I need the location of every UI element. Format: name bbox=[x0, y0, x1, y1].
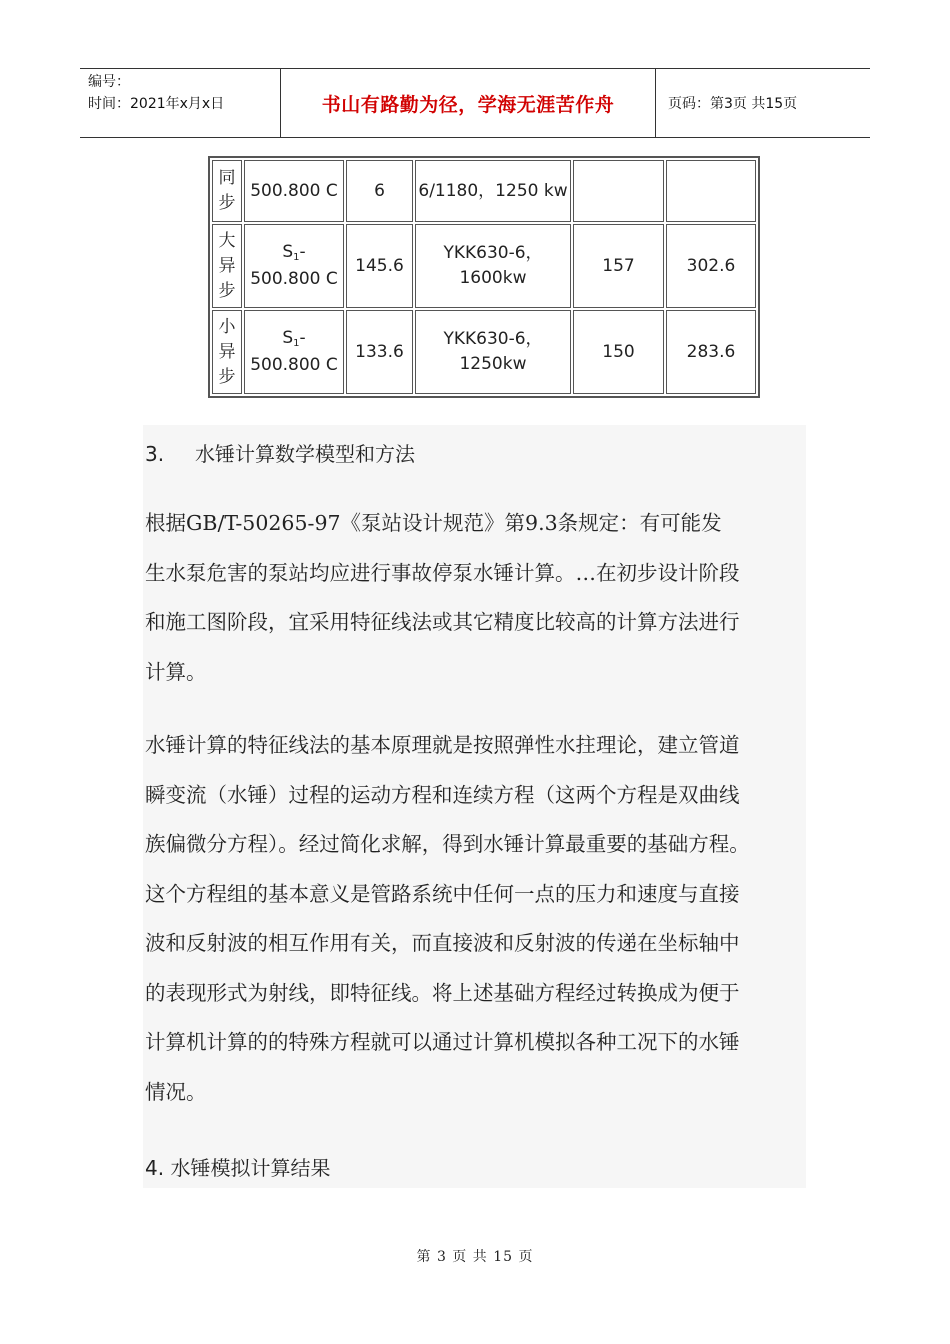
paragraph-line: 水锤计算的特征线法的基本原理就是按照弹性水拄理论，建立管道 bbox=[145, 733, 740, 757]
value2-cell: 157 bbox=[573, 224, 664, 308]
page-header bbox=[80, 68, 870, 138]
value3-cell: 302.6 bbox=[666, 224, 756, 308]
paragraph-line: 情况。 bbox=[145, 1079, 207, 1104]
motor-cell: 6/1180，1250 kw bbox=[415, 160, 571, 222]
motor-cell: YKK630-6，1600kw bbox=[415, 224, 571, 308]
paragraph-2 bbox=[145, 721, 813, 1117]
motor-cell: YKK630-6，1250kw bbox=[415, 310, 571, 394]
model-cell: 500.800 C bbox=[244, 160, 344, 222]
paragraph-line: 这个方程组的基本意义是管路系统中任何一点的压力和速度与直接 bbox=[145, 881, 740, 906]
paragraph-1 bbox=[145, 499, 813, 697]
model-value: 500.800 C bbox=[250, 355, 338, 375]
type-cell: 小异步 bbox=[212, 310, 242, 394]
document-body bbox=[143, 425, 806, 1188]
paragraph-line: 生水泵危害的泵站均应进行事故停泵水锤计算。…在初步设计阶段 bbox=[145, 560, 740, 585]
header-motto: 书山有路勤为径，学海无涯苦作舟 bbox=[280, 69, 656, 137]
table-row bbox=[212, 160, 756, 222]
value3-cell: 283.6 bbox=[666, 310, 756, 394]
paragraph-line: 波和反射波的相互作用有关，而直接波和反射波的传递在坐标轴中 bbox=[145, 931, 740, 955]
table-row bbox=[212, 224, 756, 308]
value2-cell bbox=[573, 160, 664, 222]
value2-cell: 150 bbox=[573, 310, 664, 394]
model-cell bbox=[244, 310, 344, 394]
paragraph-line: 的表现形式为射线，即特征线。将上述基础方程经过转换成为便于 bbox=[145, 980, 740, 1005]
model-prefix: $S_1-$ bbox=[282, 328, 306, 349]
value1-cell: 133.6 bbox=[346, 310, 413, 394]
model-cell bbox=[244, 224, 344, 308]
model-value: 500.800 C bbox=[250, 269, 338, 289]
model-prefix: $S_1-$ bbox=[282, 242, 306, 263]
value3-cell bbox=[666, 160, 756, 222]
value1-cell: 6 bbox=[346, 160, 413, 222]
section-3-title: 水锤计算数学模型和方法 bbox=[195, 442, 415, 466]
page-footer: 第 3 页 共 15 页 bbox=[416, 1249, 534, 1265]
number-label: 编号： bbox=[88, 74, 130, 90]
type-cell: 大异步 bbox=[212, 224, 242, 308]
table-row bbox=[212, 310, 756, 394]
pump-table bbox=[208, 156, 760, 398]
paragraph-line: 族偏微分方程）。经过简化求解，得到水锤计算最重要的基础方程。 bbox=[145, 832, 750, 856]
header-meta bbox=[80, 69, 280, 137]
value1-cell: 145.6 bbox=[346, 224, 413, 308]
section-4-heading: 4. 水锤模拟计算结果 bbox=[145, 1156, 331, 1180]
paragraph-line: 计算机计算的的特殊方程就可以通过计算机模拟各种工况下的水锤 bbox=[145, 1030, 740, 1054]
paragraph-line: 瞬变流（水锤）过程的运动方程和连续方程（这两个方程是双曲线 bbox=[145, 782, 740, 807]
paragraph-line: 计算。 bbox=[145, 659, 207, 684]
time-label: 时间：2021年x月x日 bbox=[88, 96, 225, 112]
paragraph-line: 根据GB/T-50265-97《泵站设计规范》第9.3条规定：有可能发 bbox=[145, 511, 722, 535]
section-3-number: 3. bbox=[145, 442, 165, 466]
type-cell: 同步 bbox=[212, 160, 242, 222]
section-3-heading bbox=[145, 438, 415, 467]
paragraph-line: 和施工图阶段，宜采用特征线法或其它精度比较高的计算方法进行 bbox=[145, 610, 740, 634]
header-page-info: 页码：第3页 共15页 bbox=[668, 96, 798, 112]
